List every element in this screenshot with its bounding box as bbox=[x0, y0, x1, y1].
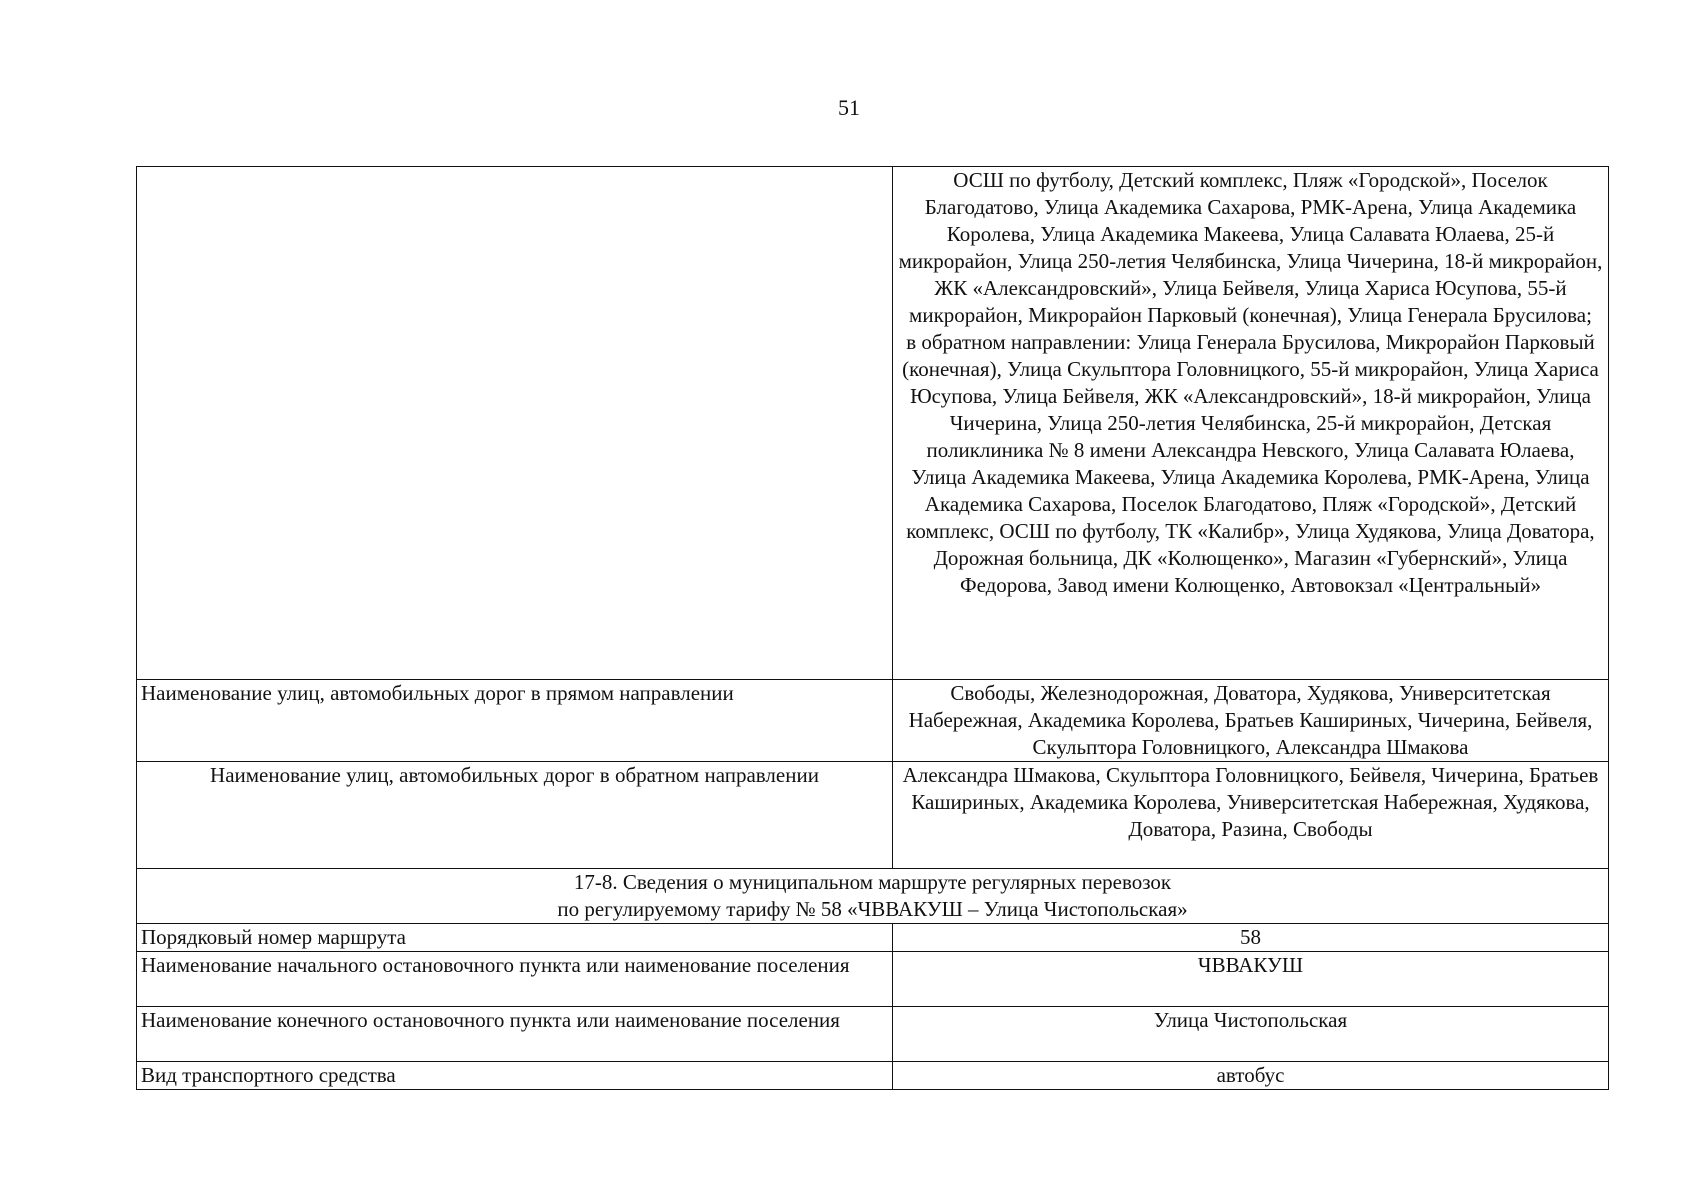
route-number-label: Порядковый номер маршрута bbox=[137, 924, 893, 952]
forward-streets-value: Свободы, Железнодорожная, Доватора, Худякова, Университетская Набережная, Академика Королева, Братьев Кашириных, Чичерина, Бейвеля, Скульптора Головницкого, Александра Шмакова bbox=[893, 680, 1609, 762]
start-stop-label: Наименование начального остановочного пункта или наименование поселения bbox=[137, 952, 893, 1007]
end-stop-value: Улица Чистопольская bbox=[893, 1007, 1609, 1062]
start-stop-value: ЧВВАКУШ bbox=[893, 952, 1609, 1007]
table-row-route-number bbox=[137, 924, 1609, 952]
vehicle-type-value: автобус bbox=[893, 1062, 1609, 1090]
table-row-section-heading bbox=[137, 869, 1609, 924]
backward-streets-label: Наименование улиц, автомобильных дорог в обратном направлении bbox=[137, 762, 893, 869]
empty-cell bbox=[137, 167, 893, 680]
table-row-end-stop bbox=[137, 1007, 1609, 1062]
vehicle-type-label: Вид транспортного средства bbox=[137, 1062, 893, 1090]
table-row-backward-streets bbox=[137, 762, 1609, 869]
page-number: 51 bbox=[838, 95, 860, 120]
forward-streets-label: Наименование улиц, автомобильных дорог в прямом направлении bbox=[137, 680, 893, 762]
route-number-value: 58 bbox=[893, 924, 1609, 952]
stops-list-cell: ОСШ по футболу, Детский комплекс, Пляж «Городской», Поселок Благодатово, Улица Академика Сахарова, РМК-Арена, Улица Академика Королева, Улица Академика Макеева, Улица Салавата Юлаева, 25-й микрорайон, Улица 250-летия Челябинска, Улица Чичерина, 18-й микрорайон, ЖК «Александровский», Улица Бейвеля, Улица Хариса Юсупова, 55-й микрорайон, Микрорайон Парковый (конечная), Улица Генерала Брусилова; в обратном направлении: Улица Генерала Брусилова, Микрорайон Парковый (конечная), Улица Скульптора Головницкого, 55-й микрорайон, Улица Хариса Юсупова, Улица Бейвеля, ЖК «Александровский», 18-й микрорайон, Улица Чичерина, Улица 250-летия Челябинска, 25-й микрорайон, Детская поликлиника № 8 имени Александра Невского, Улица Салавата Юлаева, Улица Академика Макеева, Улица Академика Королева, РМК-Арена, Улица Академика Сахарова, Поселок Благодатово, Пляж «Городской», Детский комплекс, ОСШ по футболу, ТК «Калибр», Улица Худякова, Улица Доватора, Дорожная больница, ДК «Колющенко», Магазин «Губернский», Улица Федорова, Завод имени Колющенко, Автовокзал «Центральный» bbox=[893, 167, 1609, 680]
end-stop-label: Наименование конечного остановочного пункта или наименование поселения bbox=[137, 1007, 893, 1062]
section-heading: 17-8. Сведения о муниципальном маршруте регулярных перевозок по регулируемому тарифу № 58 «ЧВВАКУШ – Улица Чистопольская» bbox=[137, 869, 1609, 924]
table-row-forward-streets bbox=[137, 680, 1609, 762]
route-table bbox=[136, 166, 1609, 1090]
backward-streets-value: Александра Шмакова, Скульптора Головницкого, Бейвеля, Чичерина, Братьев Кашириных, Академика Королева, Университетская Набережная, Худякова, Доватора, Разина, Свободы bbox=[893, 762, 1609, 869]
table-row-stops-continuation bbox=[137, 167, 1609, 680]
table-row-vehicle-type bbox=[137, 1062, 1609, 1090]
table-row-start-stop bbox=[137, 952, 1609, 1007]
